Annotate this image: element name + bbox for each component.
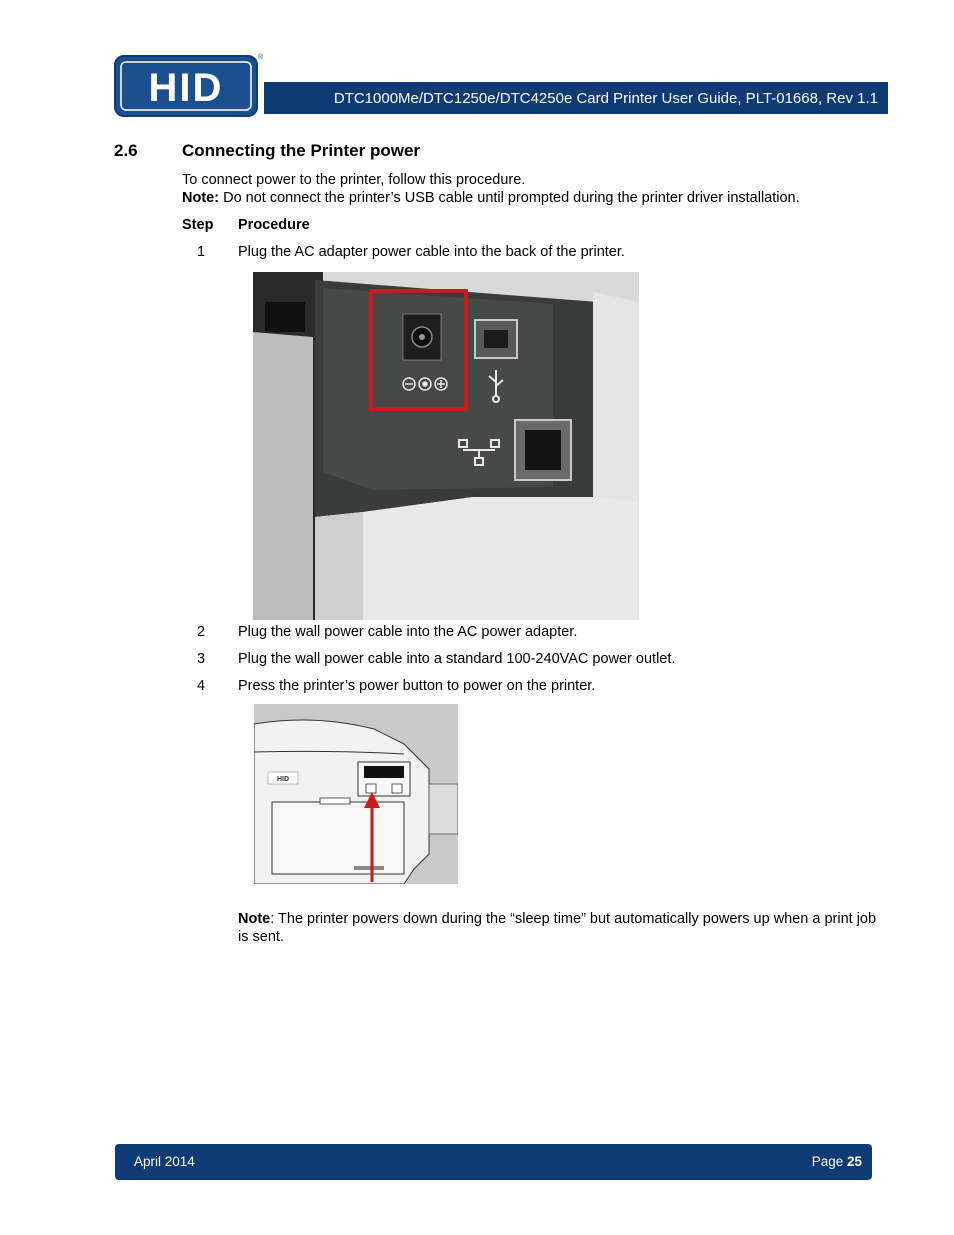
registered-mark: ® [258,54,264,61]
section-number: 2.6 [114,141,138,160]
printer-back-photo [253,272,639,620]
intro-text: To connect power to the printer, follow this procedure. [182,172,526,188]
page-number: 25 [846,1154,862,1169]
footer-bar [115,1144,872,1180]
sleep-note-paragraph [238,910,878,946]
step-text: Press the printer’s power button to power on the printer. [238,678,596,694]
step-text: Plug the wall power cable into a standard 100-240VAC power outlet. [238,651,676,667]
step-number: 3 [196,651,206,667]
logo-text: HID [148,66,224,110]
note-paragraph [182,189,800,207]
section-title: Connecting the Printer power [182,141,421,160]
footer-date: April 2014 [134,1154,195,1169]
note-label: Note: [182,190,220,206]
page-label: Page [811,1154,847,1169]
step-text: Plug the wall power cable into the AC power adapter. [238,624,578,640]
step-number: 2 [196,624,206,640]
note-label: Note [238,911,271,927]
step-text: Plug the AC adapter power cable into the back of the printer. [238,244,625,260]
front-logo-text: HID [276,776,290,783]
hid-logo [114,55,258,117]
doc-title-bar: DTC1000Me/DTC1250e/DTC4250e Card Printer User Guide, PLT-01668, Rev 1.1 [264,82,888,114]
note-text: Do not connect the printer’s USB cable until prompted during the printer driver installation. [219,190,800,206]
footer-page [812,1154,862,1169]
procedure-column-header: Procedure [238,217,310,233]
note-text: : The printer powers down during the “sleep time” but automatically powers up when a print job is sent. [238,911,877,945]
printer-front-illustration [254,704,458,884]
step-column-header: Step [182,217,214,233]
step-number: 1 [196,244,206,260]
step-number: 4 [196,678,206,694]
